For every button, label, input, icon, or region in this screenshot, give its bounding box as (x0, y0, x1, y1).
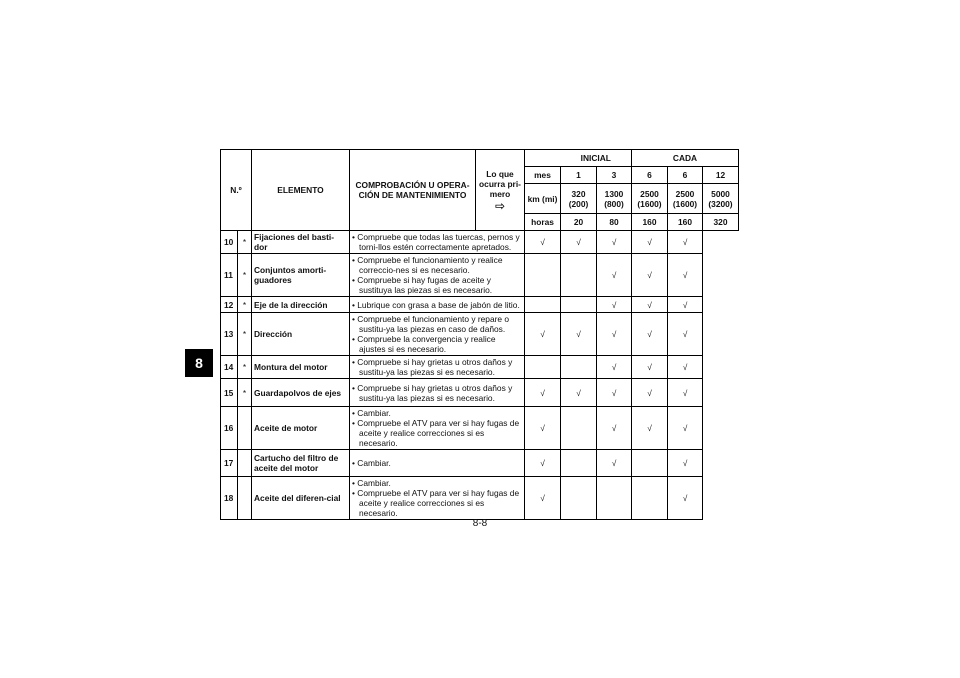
header-whichever (476, 150, 525, 231)
table-row (221, 477, 739, 520)
interval-cell (525, 477, 561, 520)
interval-value: 1300 (800) (597, 184, 632, 214)
row-item: Fijaciones del basti-dor (252, 231, 350, 254)
arrow-right-icon: ⇨ (494, 199, 506, 213)
interval-cell (525, 313, 561, 356)
row-star: * (238, 379, 252, 407)
interval-value: 12 (703, 167, 739, 184)
row-check (350, 313, 525, 356)
interval-cell (561, 477, 597, 520)
check-list-item: • Cambiar. (352, 478, 522, 488)
interval-cell (632, 379, 668, 407)
check-mark-icon: √ (682, 493, 688, 503)
interval-value: 2500 (1600) (668, 184, 703, 214)
check-mark-icon: √ (540, 493, 545, 503)
header-item: ELEMENTO (252, 150, 350, 231)
interval-cell (525, 254, 561, 297)
row-check (350, 450, 525, 477)
check-list (352, 357, 522, 377)
interval-cell (632, 313, 668, 356)
row-star (238, 477, 252, 520)
check-mark-icon: √ (611, 329, 617, 339)
check-mark-icon: √ (647, 387, 652, 398)
interval-cell (525, 297, 561, 313)
interval-cell (632, 231, 668, 254)
check-mark-icon: √ (611, 362, 617, 372)
row-number: 14 (221, 356, 238, 379)
table-row (221, 407, 739, 450)
check-mark-icon: √ (611, 423, 617, 433)
interval-cell (525, 407, 561, 450)
interval-value: 320 (200) (561, 184, 597, 214)
interval-value: 1 (561, 167, 597, 184)
check-list-item: • Cambiar. (352, 408, 522, 418)
row-star: * (238, 297, 252, 313)
interval-cell (561, 313, 597, 356)
row-star (238, 407, 252, 450)
interval-cell (668, 313, 703, 356)
check-list-item: • Compruebe el funcionamiento y repare o sustitu-ya las piezas en caso de daños. (352, 314, 522, 334)
interval-cell (561, 450, 597, 477)
check-mark-icon: √ (540, 458, 545, 468)
check-list (352, 255, 522, 295)
row-star: * (238, 231, 252, 254)
interval-value: 6 (632, 167, 668, 184)
interval-value: 160 (668, 214, 703, 231)
interval-cell (525, 231, 561, 254)
interval-value: 5000 (3200) (703, 184, 739, 214)
interval-cell (632, 356, 668, 379)
check-list (352, 314, 522, 354)
check-mark-icon: √ (682, 387, 688, 398)
row-number: 17 (221, 450, 238, 477)
table-header (221, 150, 739, 231)
table-row (221, 379, 739, 407)
check-mark-icon: √ (576, 387, 581, 398)
row-number: 12 (221, 297, 238, 313)
check-list-item: • Compruebe si hay fugas de aceite y sustituya las piezas si es necesario. (352, 275, 522, 295)
row-check (350, 254, 525, 297)
interval-cell (668, 254, 703, 297)
interval-cell (668, 231, 703, 254)
check-mark-icon: √ (540, 387, 545, 398)
interval-cell (597, 379, 632, 407)
check-mark-icon: √ (576, 329, 581, 339)
check-list-item: • Compruebe que todas las tuercas, pernos y torni-llos estén correctamente apretados. (352, 232, 522, 252)
check-mark-icon: √ (647, 299, 652, 310)
interval-cell (597, 231, 632, 254)
check-mark-icon: √ (647, 423, 652, 433)
interval-cell (668, 356, 703, 379)
check-mark-icon: √ (682, 362, 688, 372)
check-mark-icon: √ (611, 299, 617, 310)
interval-value: 80 (597, 214, 632, 231)
check-list-item: • Cambiar. (352, 458, 522, 468)
unit-label: horas (525, 214, 561, 231)
interval-value: 2500 (1600) (632, 184, 668, 214)
interval-cell (597, 254, 632, 297)
interval-cell (561, 254, 597, 297)
check-list-item: • Compruebe si hay grietas u otros daños y sustitu-ya las piezas si es necesario. (352, 357, 522, 377)
table-row (221, 254, 739, 297)
check-mark-icon: √ (540, 237, 545, 247)
row-number: 18 (221, 477, 238, 520)
check-mark-icon: √ (647, 270, 652, 280)
interval-cell (632, 297, 668, 313)
table-row (221, 231, 739, 254)
table-row (221, 313, 739, 356)
row-number: 13 (221, 313, 238, 356)
row-check (350, 356, 525, 379)
page-number: 8-8 (472, 518, 488, 529)
row-item: Eje de la dirección (252, 297, 350, 313)
header-initial: INICIAL (561, 150, 632, 167)
row-item: Dirección (252, 313, 350, 356)
header-every: CADA (632, 150, 739, 167)
header-blank (525, 150, 561, 167)
interval-cell (668, 477, 703, 520)
check-list (352, 458, 522, 468)
interval-cell (632, 450, 668, 477)
check-mark-icon: √ (682, 329, 688, 339)
interval-cell (597, 407, 632, 450)
header-no: N.º (221, 150, 252, 231)
interval-cell (597, 313, 632, 356)
row-item: Cartucho del filtro de aceite del motor (252, 450, 350, 477)
interval-cell (597, 356, 632, 379)
row-item: Aceite de motor (252, 407, 350, 450)
table-row (221, 450, 739, 477)
interval-cell (597, 450, 632, 477)
check-list (352, 300, 522, 310)
interval-cell (668, 450, 703, 477)
interval-value: 160 (632, 214, 668, 231)
interval-cell (668, 297, 703, 313)
row-item: Guardapolvos de ejes (252, 379, 350, 407)
check-list-item: • Compruebe si hay grietas u otros daños y sustitu-ya las piezas si es necesario. (352, 383, 522, 403)
interval-cell (632, 407, 668, 450)
row-number: 15 (221, 379, 238, 407)
row-number: 16 (221, 407, 238, 450)
check-list-item: • Compruebe la convergencia y realice ajustes si es necesario. (352, 334, 522, 354)
interval-cell (597, 477, 632, 520)
row-check (350, 407, 525, 450)
check-mark-icon: √ (682, 458, 688, 468)
check-mark-icon: √ (682, 270, 688, 280)
row-item: Montura del motor (252, 356, 350, 379)
interval-value: 3 (597, 167, 632, 184)
row-star (238, 450, 252, 477)
interval-value: 20 (561, 214, 597, 231)
row-item: Aceite del diferen-cial (252, 477, 350, 520)
interval-cell (561, 379, 597, 407)
row-star: * (238, 313, 252, 356)
table-row (221, 356, 739, 379)
interval-cell (632, 477, 668, 520)
check-mark-icon: √ (647, 329, 652, 339)
interval-cell (668, 407, 703, 450)
check-mark-icon: √ (611, 458, 617, 468)
interval-cell (525, 450, 561, 477)
table-row (221, 297, 739, 313)
interval-cell (561, 407, 597, 450)
check-mark-icon: √ (576, 237, 581, 247)
chapter-tab: 8 (185, 349, 213, 377)
unit-label: km (mi) (525, 184, 561, 214)
interval-cell (525, 356, 561, 379)
interval-cell (632, 254, 668, 297)
row-star: * (238, 254, 252, 297)
row-check (350, 477, 525, 520)
check-list-item: • Compruebe el funcionamiento y realice correccio-nes si es necesario. (352, 255, 522, 275)
header-whichever-label: Lo que ocurra pri-mero (479, 169, 521, 199)
interval-cell (668, 379, 703, 407)
check-mark-icon: √ (682, 423, 688, 433)
interval-cell (561, 231, 597, 254)
table-body (221, 231, 739, 520)
check-list (352, 408, 522, 448)
check-mark-icon: √ (682, 237, 688, 247)
check-mark-icon: √ (682, 299, 688, 310)
unit-label: mes (525, 167, 561, 184)
maintenance-table (220, 149, 739, 520)
check-mark-icon: √ (647, 362, 652, 372)
row-check (350, 379, 525, 407)
check-list-item: • Compruebe el ATV para ver si hay fugas de aceite y realice correcciones si es necesario. (352, 418, 522, 448)
interval-cell (561, 356, 597, 379)
check-list (352, 478, 522, 518)
check-list-item: • Compruebe el ATV para ver si hay fugas de aceite y realice correcciones si es necesario. (352, 488, 522, 518)
row-check (350, 231, 525, 254)
interval-cell (597, 297, 632, 313)
header-check: COMPROBACIÓN U OPERA-CIÓN DE MANTENIMIENTO (350, 150, 476, 231)
row-item: Conjuntos amorti-guadores (252, 254, 350, 297)
check-list (352, 383, 522, 403)
check-list (352, 232, 522, 252)
check-mark-icon: √ (611, 387, 617, 398)
check-mark-icon: √ (540, 423, 545, 433)
interval-value: 6 (668, 167, 703, 184)
row-check (350, 297, 525, 313)
check-mark-icon: √ (647, 237, 652, 247)
interval-cell (525, 379, 561, 407)
check-mark-icon: √ (611, 270, 617, 280)
interval-cell (561, 297, 597, 313)
row-number: 10 (221, 231, 238, 254)
interval-value: 320 (703, 214, 739, 231)
row-star: * (238, 356, 252, 379)
check-mark-icon: √ (540, 329, 545, 339)
check-mark-icon: √ (611, 237, 617, 247)
check-list-item: • Lubrique con grasa a base de jabón de litio. (352, 300, 522, 310)
row-number: 11 (221, 254, 238, 297)
